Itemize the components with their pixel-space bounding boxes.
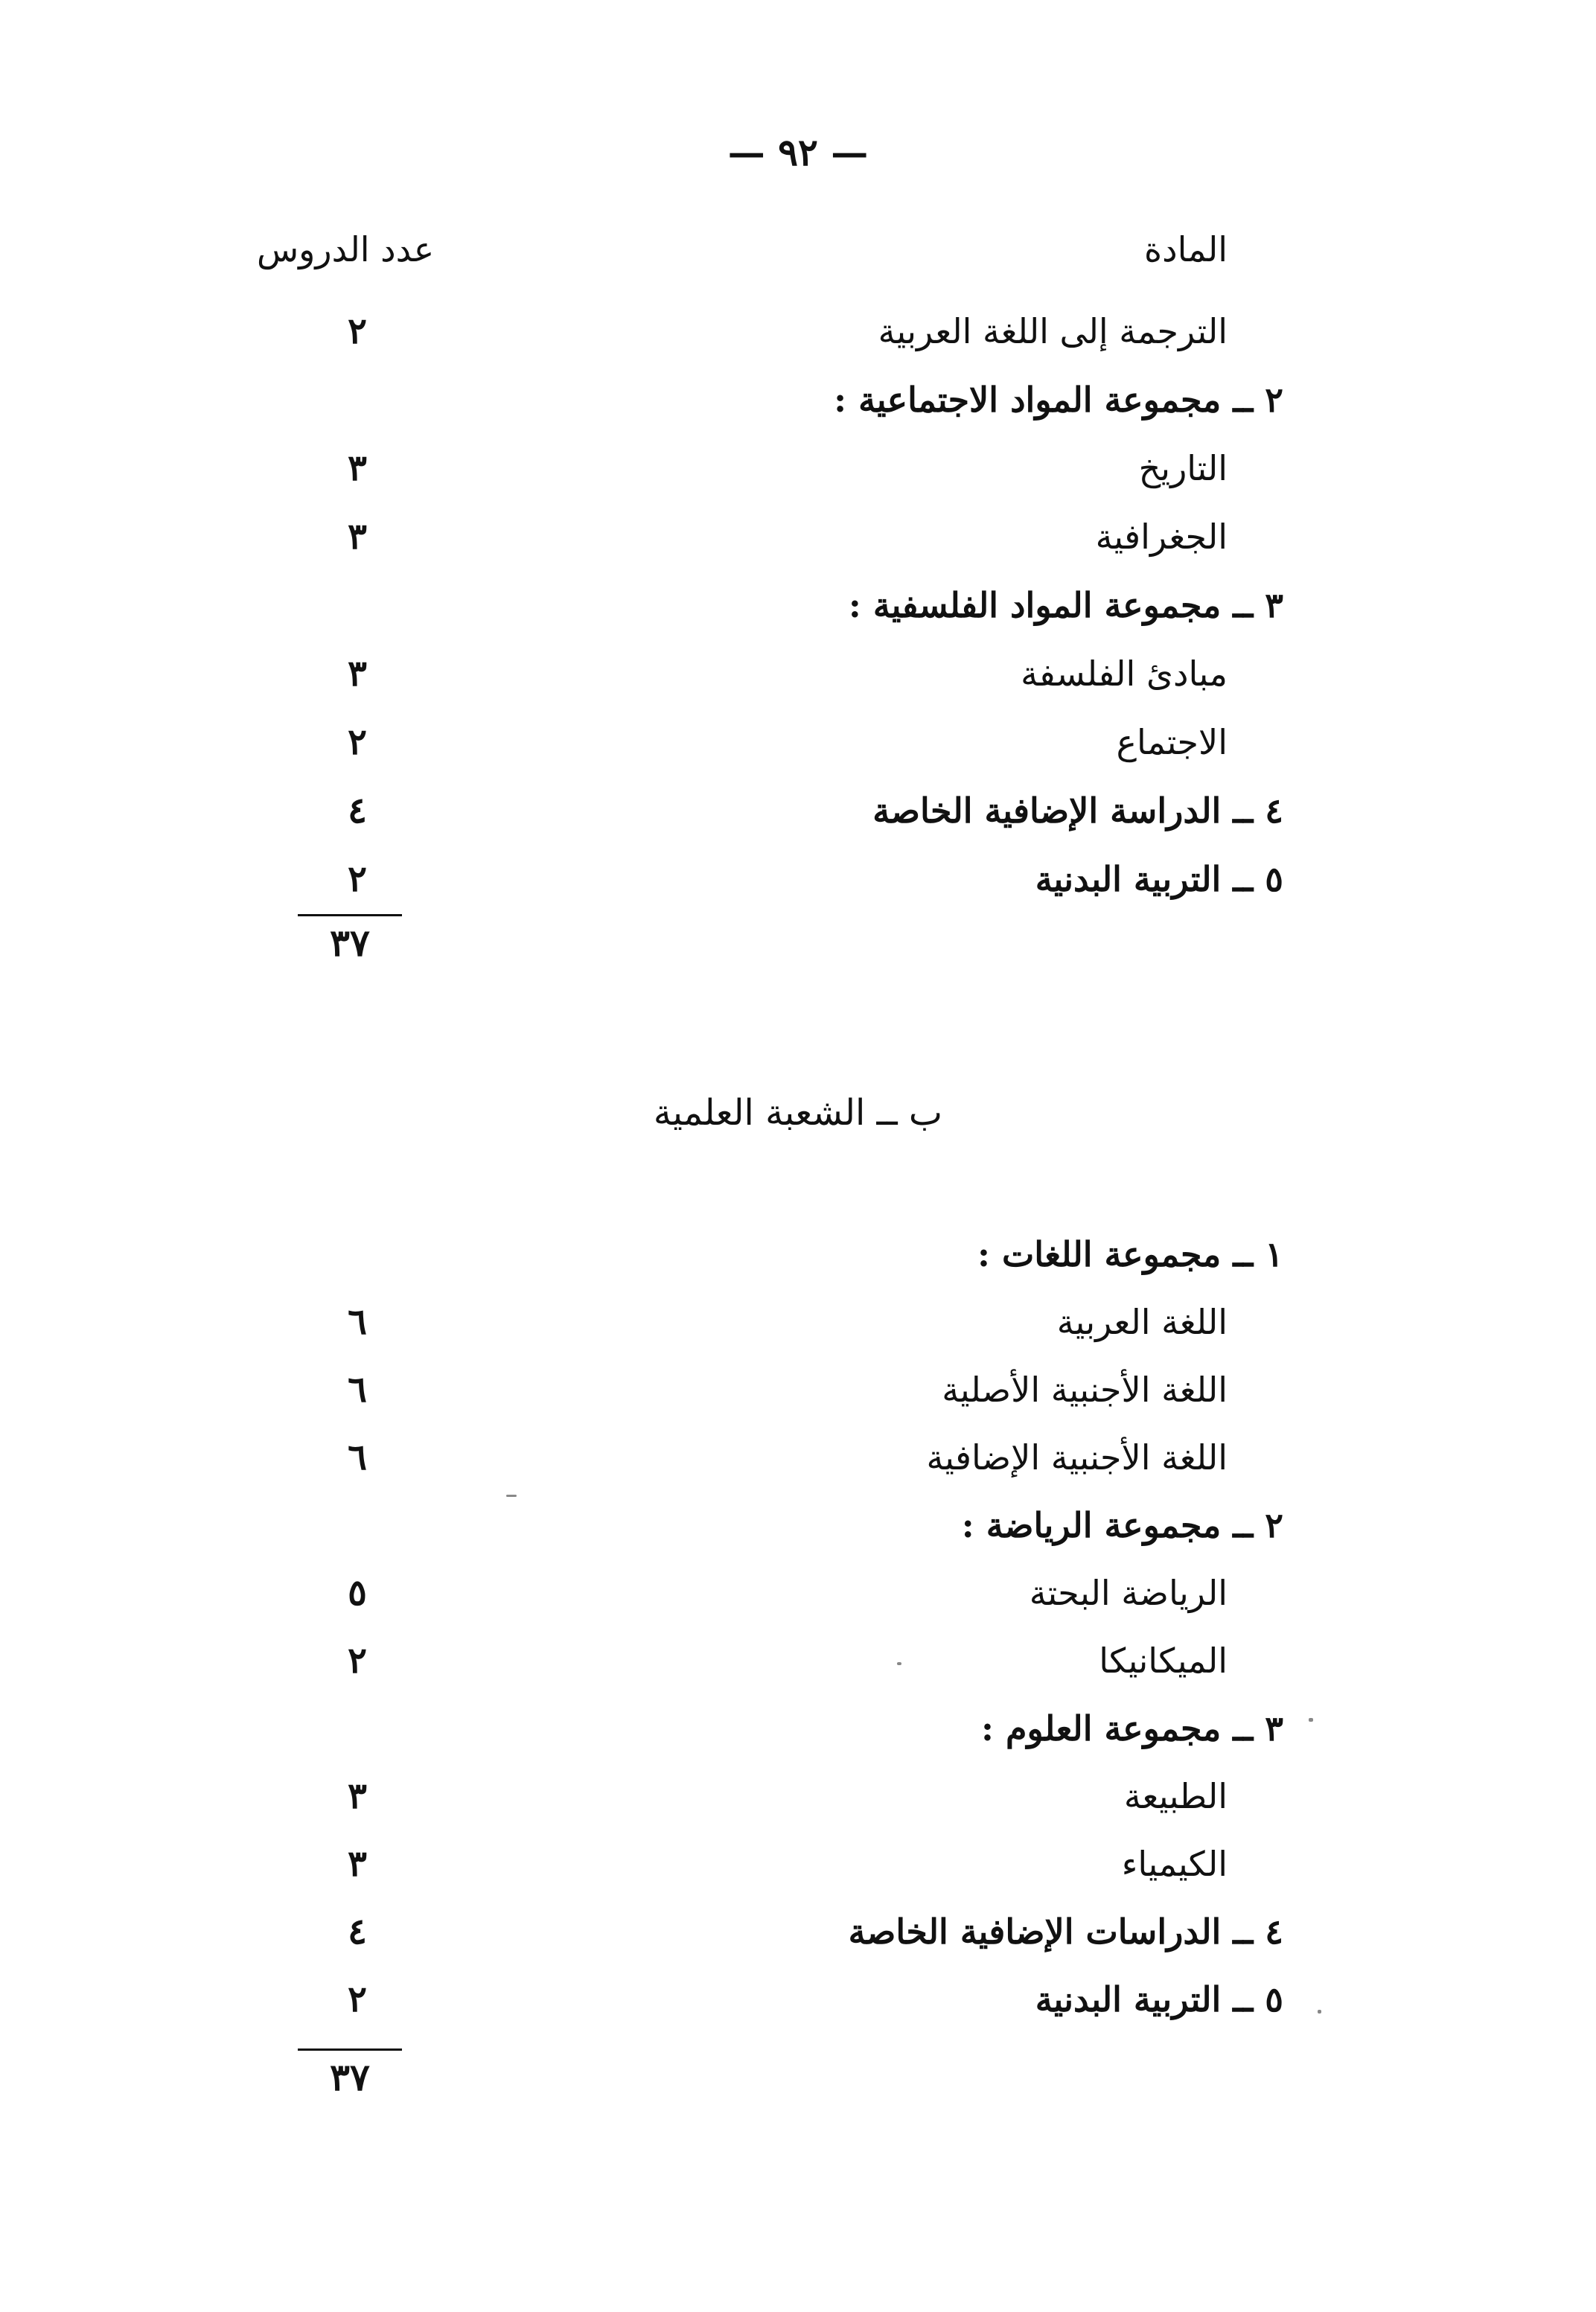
lesson-count: ٥ [348, 1572, 367, 1614]
lesson-count: ٤ [348, 1911, 367, 1952]
group-heading: ٥ ــ التربية البدنية [1035, 859, 1283, 899]
section-a-row [0, 785, 1596, 837]
subject-label: الطبيعة [1123, 1776, 1228, 1816]
section-b-row [0, 1567, 1596, 1619]
section-b-row [0, 1838, 1596, 1890]
section-b-row [0, 1973, 1596, 2025]
section-b-row [0, 1228, 1596, 1280]
subject-label: الترجمة إلى اللغة العربية [878, 311, 1228, 351]
total-a: ٣٧ [330, 921, 370, 965]
subject-label: التاريخ [1138, 448, 1228, 488]
group-heading: ٤ ــ الدراسات الإضافية الخاصة [848, 1912, 1283, 1952]
subject-label: اللغة الأجنبية الإضافية [926, 1437, 1228, 1478]
lesson-count: ٣ [348, 447, 367, 489]
lesson-count: ٤ [348, 790, 367, 831]
lesson-count: ٣ [348, 516, 367, 558]
lesson-count: ٣ [348, 653, 367, 694]
section-b-row [0, 1770, 1596, 1822]
lesson-count: ٢ [348, 1640, 367, 1682]
total-b: ٣٧ [330, 2055, 370, 2099]
section-b-row [0, 1431, 1596, 1484]
subject-label: الميكانيكا [1099, 1641, 1228, 1681]
column-header-lesson-count: عدد الدروس [257, 229, 435, 269]
section-a-row [0, 511, 1596, 563]
scan-speck [506, 1495, 517, 1497]
scan-speck [1318, 2010, 1321, 2014]
total-rule-a [298, 914, 402, 916]
subject-label: اللغة الأجنبية الأصلية [942, 1370, 1228, 1410]
section-a-row [0, 374, 1596, 426]
lesson-count: ٣ [348, 1775, 367, 1817]
lesson-count: ٦ [348, 1369, 367, 1411]
subject-label: الجغرافية [1095, 517, 1228, 557]
column-header-subject: المادة [1144, 229, 1228, 269]
section-b-row [0, 1296, 1596, 1348]
section-a-row [0, 716, 1596, 768]
section-a-row [0, 579, 1596, 631]
subject-label: مبادئ الفلسفة [1021, 654, 1228, 694]
lesson-count: ٢ [348, 1979, 367, 2020]
group-heading: ٥ ــ التربية البدنية [1035, 1979, 1283, 2019]
section-b-row [0, 1364, 1596, 1416]
lesson-count: ٢ [348, 721, 367, 763]
subject-label: الرياضة البحتة [1029, 1573, 1228, 1613]
group-heading: ٣ ــ مجموعة المواد الفلسفية : [848, 585, 1283, 625]
section-b-row [0, 1702, 1596, 1754]
section-b-title: ب ــ الشعبة العلمية [653, 1092, 943, 1134]
group-heading: ٣ ــ مجموعة العلوم : [981, 1708, 1283, 1749]
group-heading: ٢ ــ مجموعة الرياضة : [961, 1505, 1283, 1545]
lesson-count: ٣ [348, 1843, 367, 1885]
page-number: — ٩٢ — [727, 130, 869, 174]
section-b-row [0, 1499, 1596, 1551]
total-rule-b [298, 2048, 402, 2051]
scan-speck [1309, 1718, 1313, 1722]
lesson-count: ٢ [348, 858, 367, 900]
section-a-row [0, 648, 1596, 700]
subject-label: الكيمياء [1121, 1844, 1228, 1884]
section-a-row [0, 853, 1596, 905]
group-heading: ٤ ــ الدراسة الإضافية الخاصة [872, 791, 1283, 831]
group-heading: ١ ــ مجموعة اللغات : [977, 1234, 1283, 1274]
subject-label: الاجتماع [1116, 722, 1228, 762]
lesson-count: ٦ [348, 1301, 367, 1343]
lesson-count: ٢ [348, 310, 367, 352]
subject-label: اللغة العربية [1056, 1302, 1228, 1342]
section-b-row [0, 1635, 1596, 1687]
section-b-row [0, 1906, 1596, 1958]
lesson-count: ٦ [348, 1437, 367, 1478]
group-heading: ٢ ــ مجموعة المواد الاجتماعية : [834, 380, 1283, 420]
scan-speck [897, 1662, 901, 1665]
section-a-row [0, 305, 1596, 357]
section-a-row [0, 442, 1596, 494]
